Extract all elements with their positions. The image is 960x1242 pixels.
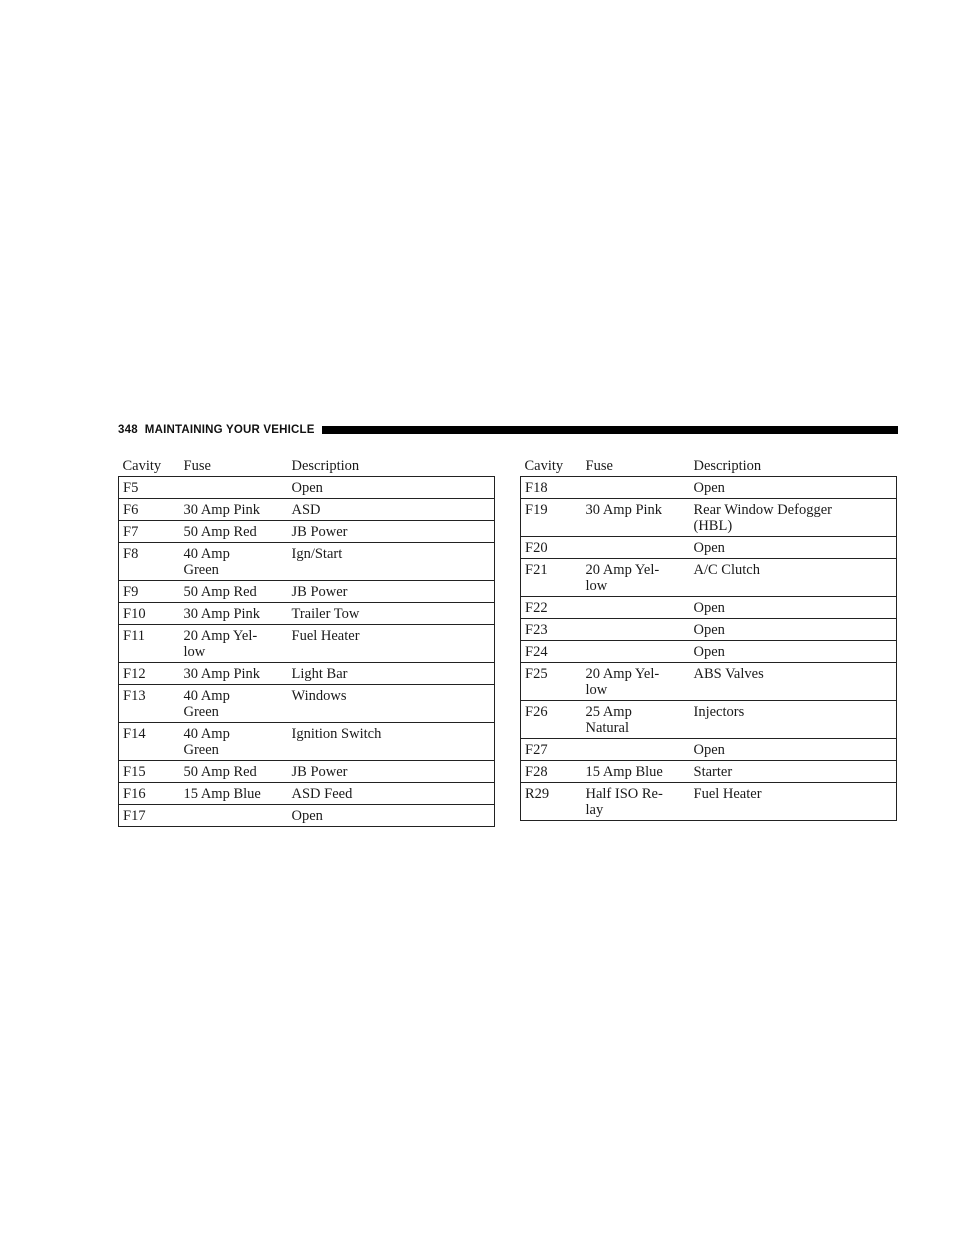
- fuse-cell: [586, 537, 694, 559]
- fuse-cell: [184, 477, 292, 499]
- fuse-cell: 30 Amp Pink: [184, 603, 292, 625]
- page-number: 348: [118, 424, 138, 436]
- cavity-cell: F9: [119, 581, 184, 603]
- cavity-cell: F13: [119, 685, 184, 723]
- table-row: [119, 477, 495, 499]
- table-row: [521, 783, 897, 821]
- description-cell: Light Bar: [292, 663, 495, 685]
- cavity-cell: F6: [119, 499, 184, 521]
- description-cell: Open: [292, 805, 495, 827]
- cavity-cell: F22: [521, 597, 586, 619]
- cavity-cell: F27: [521, 739, 586, 761]
- description-cell: Ignition Switch: [292, 723, 495, 761]
- description-cell: Injectors: [694, 701, 897, 739]
- description-cell: Open: [694, 619, 897, 641]
- column-header-fuse: Fuse: [586, 455, 694, 477]
- fuse-cell: Half ISO Re- lay: [586, 783, 694, 821]
- cavity-cell: F16: [119, 783, 184, 805]
- fuse-cell: 15 Amp Blue: [184, 783, 292, 805]
- description-cell: ASD Feed: [292, 783, 495, 805]
- cavity-cell: F12: [119, 663, 184, 685]
- description-cell: Open: [694, 597, 897, 619]
- description-cell: Open: [694, 641, 897, 663]
- column-header-cavity: Cavity: [119, 455, 184, 477]
- fuse-cell: [184, 805, 292, 827]
- fuse-cell: [586, 619, 694, 641]
- fuse-table-right: [520, 455, 897, 821]
- description-cell: Open: [292, 477, 495, 499]
- fuse-cell: [586, 739, 694, 761]
- description-cell: JB Power: [292, 581, 495, 603]
- table-row: [119, 685, 495, 723]
- table-row: [119, 805, 495, 827]
- cavity-cell: F10: [119, 603, 184, 625]
- table-row: [119, 761, 495, 783]
- cavity-cell: F7: [119, 521, 184, 543]
- description-cell: Rear Window Defogger (HBL): [694, 499, 897, 537]
- fuse-cell: 30 Amp Pink: [586, 499, 694, 537]
- fuse-table-left: [118, 455, 495, 827]
- table-row: [119, 625, 495, 663]
- table-row: [521, 499, 897, 537]
- description-cell: JB Power: [292, 761, 495, 783]
- cavity-cell: F26: [521, 701, 586, 739]
- fuse-cell: [586, 641, 694, 663]
- fuse-cell: 20 Amp Yel- low: [184, 625, 292, 663]
- fuse-cell: 50 Amp Red: [184, 581, 292, 603]
- cavity-cell: F19: [521, 499, 586, 537]
- description-cell: A/C Clutch: [694, 559, 897, 597]
- table-row: [521, 739, 897, 761]
- table-row: [521, 537, 897, 559]
- column-header-fuse: Fuse: [184, 455, 292, 477]
- cavity-cell: F20: [521, 537, 586, 559]
- fuse-cell: 30 Amp Pink: [184, 499, 292, 521]
- fuse-cell: 40 Amp Green: [184, 723, 292, 761]
- table-row: [521, 597, 897, 619]
- table-header-row: [119, 455, 495, 477]
- fuse-cell: 20 Amp Yel- low: [586, 663, 694, 701]
- fuse-cell: 25 Amp Natural: [586, 701, 694, 739]
- cavity-cell: F14: [119, 723, 184, 761]
- fuse-cell: 50 Amp Red: [184, 521, 292, 543]
- description-cell: ASD: [292, 499, 495, 521]
- fuse-cell: 40 Amp Green: [184, 543, 292, 581]
- cavity-cell: F17: [119, 805, 184, 827]
- fuse-cell: 50 Amp Red: [184, 761, 292, 783]
- description-cell: Starter: [694, 761, 897, 783]
- description-cell: Open: [694, 739, 897, 761]
- cavity-cell: F23: [521, 619, 586, 641]
- description-cell: Ign/Start: [292, 543, 495, 581]
- table-row: [119, 723, 495, 761]
- cavity-cell: F24: [521, 641, 586, 663]
- description-cell: JB Power: [292, 521, 495, 543]
- description-cell: Trailer Tow: [292, 603, 495, 625]
- table-row: [521, 701, 897, 739]
- cavity-cell: F21: [521, 559, 586, 597]
- column-header-description: Description: [694, 455, 897, 477]
- description-cell: Fuel Heater: [694, 783, 897, 821]
- column-header-description: Description: [292, 455, 495, 477]
- cavity-cell: F15: [119, 761, 184, 783]
- fuse-cell: 30 Amp Pink: [184, 663, 292, 685]
- description-cell: Open: [694, 537, 897, 559]
- table-row: [521, 559, 897, 597]
- table-row: [521, 477, 897, 499]
- table-row: [521, 619, 897, 641]
- cavity-cell: F25: [521, 663, 586, 701]
- fuse-cell: [586, 477, 694, 499]
- column-header-cavity: Cavity: [521, 455, 586, 477]
- cavity-cell: F8: [119, 543, 184, 581]
- table-row: [119, 499, 495, 521]
- table-row: [119, 521, 495, 543]
- header-rule: [322, 426, 898, 434]
- cavity-cell: F28: [521, 761, 586, 783]
- fuse-cell: 40 Amp Green: [184, 685, 292, 723]
- description-cell: Fuel Heater: [292, 625, 495, 663]
- section-title: MAINTAINING YOUR VEHICLE: [144, 424, 315, 436]
- cavity-cell: F11: [119, 625, 184, 663]
- cavity-cell: F5: [119, 477, 184, 499]
- table-row: [119, 663, 495, 685]
- fuse-cell: 15 Amp Blue: [586, 761, 694, 783]
- table-row: [119, 603, 495, 625]
- description-cell: Windows: [292, 685, 495, 723]
- description-cell: ABS Valves: [694, 663, 897, 701]
- table-row: [521, 663, 897, 701]
- fuse-cell: 20 Amp Yel- low: [586, 559, 694, 597]
- table-row: [119, 783, 495, 805]
- fuse-cell: [586, 597, 694, 619]
- cavity-cell: F18: [521, 477, 586, 499]
- table-row: [119, 581, 495, 603]
- description-cell: Open: [694, 477, 897, 499]
- table-row: [521, 641, 897, 663]
- table-row: [521, 761, 897, 783]
- table-header-row: [521, 455, 897, 477]
- page-header: [118, 422, 898, 438]
- table-row: [119, 543, 495, 581]
- cavity-cell: R29: [521, 783, 586, 821]
